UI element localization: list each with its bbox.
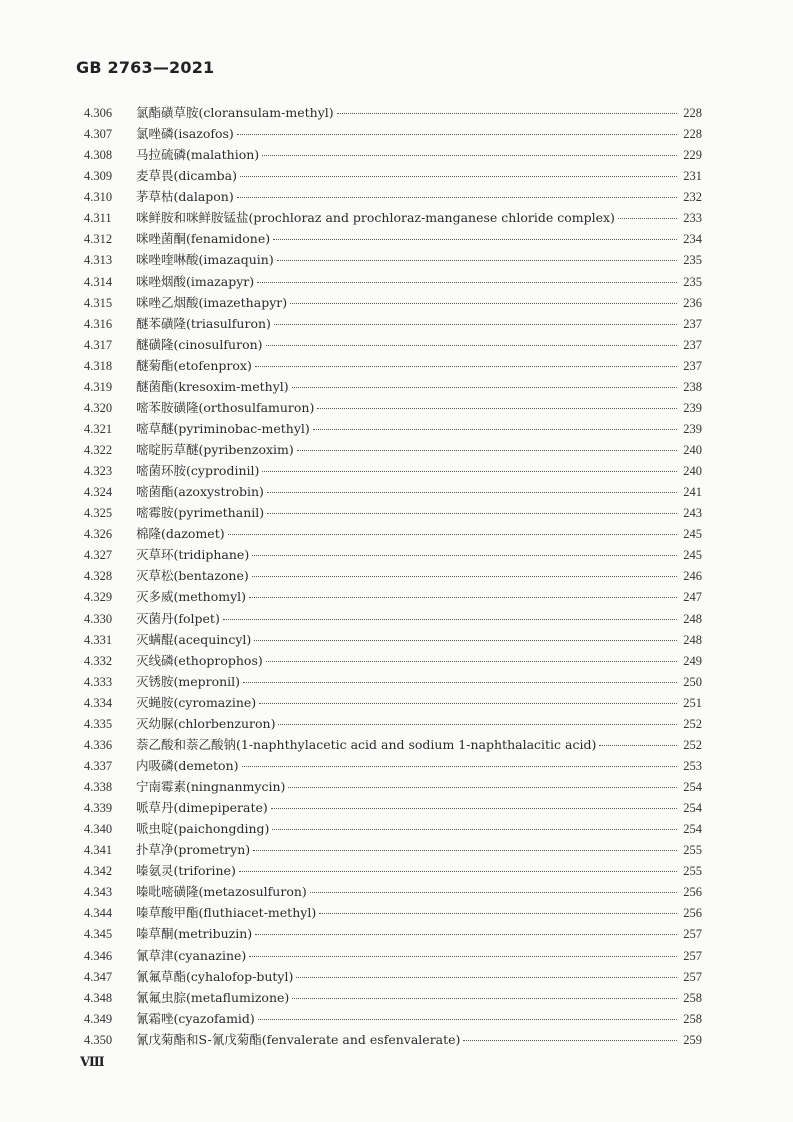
toc-entry[interactable]: [84, 144, 702, 165]
toc-entry-page: 237: [683, 316, 702, 331]
toc-entry[interactable]: [84, 207, 702, 228]
toc-entry[interactable]: [84, 860, 702, 881]
toc-entry-title: 灭螨醌(acequincyl): [136, 631, 252, 647]
toc-entry[interactable]: [84, 713, 702, 734]
toc-entry-page: 229: [683, 148, 702, 163]
toc-entry-page: 239: [683, 421, 702, 436]
toc-entry-number: 4.344: [84, 906, 113, 921]
dot-leader: [239, 871, 677, 872]
toc-entry-page: 228: [683, 106, 702, 120]
dot-leader: [262, 471, 677, 472]
toc-entry-page: 258: [683, 1011, 702, 1026]
toc-entry-number: 4.321: [84, 421, 113, 436]
toc-entry-number: 4.340: [84, 822, 113, 837]
dot-leader: [310, 892, 677, 893]
toc-entry-page: 235: [683, 253, 702, 268]
dot-leader: [274, 324, 677, 325]
toc-entry-number: 4.343: [84, 885, 113, 900]
toc-entry-page: 257: [683, 948, 702, 963]
toc-entry-number: 4.319: [84, 379, 113, 394]
toc-entry-page: 255: [683, 864, 702, 879]
toc-entry-page: 228: [683, 127, 702, 142]
toc-entry-page: 245: [683, 548, 702, 563]
toc-entry-number: 4.328: [84, 569, 113, 584]
toc-entry[interactable]: [84, 797, 702, 818]
toc-entry[interactable]: [84, 586, 702, 607]
toc-entry-number: 4.346: [84, 948, 113, 963]
toc-entry-title: 哌草丹(dimepiperate): [136, 800, 268, 816]
toc-entry[interactable]: [84, 923, 702, 944]
toc-entry-page: 243: [683, 506, 702, 521]
toc-entry-number: 4.318: [84, 358, 113, 373]
toc-entry-title: 马拉硫磷(malathion): [136, 147, 260, 163]
toc-entry-title: 醚菊酯(etofenprox): [136, 357, 252, 373]
toc-entry-number: 4.306: [84, 106, 113, 120]
toc-entry-number: 4.348: [84, 990, 113, 1005]
toc-entry[interactable]: [84, 102, 702, 123]
dot-leader: [249, 597, 677, 598]
toc-entry-title: 灭菌丹(folpet): [136, 610, 220, 626]
toc-entry-page: 236: [683, 295, 702, 310]
toc-entry-number: 4.334: [84, 695, 113, 710]
toc-entry-title: 嗪草酮(metribuzin): [136, 926, 253, 942]
toc-entry-title: 棉隆(dazomet): [136, 526, 225, 542]
toc-entry-page: 239: [683, 400, 702, 415]
toc-entry[interactable]: [84, 1029, 702, 1050]
dot-leader: [242, 766, 677, 767]
toc-entry[interactable]: [84, 776, 702, 797]
toc-entry-number: 4.307: [84, 127, 113, 142]
dot-leader: [273, 239, 677, 240]
toc-entry-page: 231: [683, 169, 702, 184]
toc-entry[interactable]: [84, 523, 702, 544]
toc-entry-number: 4.326: [84, 527, 113, 542]
toc-entry-page: 233: [683, 211, 702, 226]
toc-entry[interactable]: [84, 313, 702, 334]
toc-entry[interactable]: [84, 165, 702, 186]
toc-entry-page: 232: [683, 190, 702, 205]
toc-entry-title: 灭多威(methomyl): [136, 589, 247, 605]
toc-entry-page: 240: [683, 464, 702, 479]
toc-entry-title: 宁南霉素(ningnanmycin): [136, 779, 286, 794]
dot-leader: [337, 113, 677, 114]
toc-entry[interactable]: [84, 292, 702, 313]
toc-entry[interactable]: [84, 271, 702, 292]
toc-entry-title: 灭线磷(ethoprophos): [136, 652, 263, 668]
toc-entry[interactable]: [84, 565, 702, 586]
toc-entry[interactable]: [84, 966, 702, 987]
toc-entry[interactable]: [84, 818, 702, 839]
toc-entry-number: 4.311: [84, 211, 112, 226]
dot-leader: [292, 387, 677, 388]
toc-entry-number: 4.316: [84, 316, 113, 331]
dot-leader: [292, 998, 677, 999]
dot-leader: [254, 640, 677, 641]
toc-entry[interactable]: [84, 629, 702, 650]
toc-entry[interactable]: [84, 186, 702, 207]
dot-leader: [258, 1019, 677, 1020]
dot-leader: [288, 787, 677, 788]
toc-entry[interactable]: [84, 249, 702, 270]
dot-leader: [463, 1040, 677, 1041]
standard-header: GB 2763—2021: [76, 58, 215, 77]
toc-entry-page: 235: [683, 274, 702, 289]
dot-leader: [262, 155, 677, 156]
toc-entry-number: 4.339: [84, 801, 113, 816]
dot-leader: [317, 408, 677, 409]
toc-entry[interactable]: [84, 481, 702, 502]
dot-leader: [252, 555, 677, 556]
toc-entry-title: 嗪草酸甲酯(fluthiacet-methyl): [136, 905, 317, 921]
toc-entry-number: 4.309: [84, 169, 113, 184]
page-number: Ⅷ: [80, 1054, 105, 1069]
toc-entry-page: 238: [683, 379, 702, 394]
toc-entry-page: 258: [683, 990, 702, 1005]
toc-entry-title: 氯唑磷(isazofos): [136, 126, 234, 142]
toc-entry[interactable]: [84, 608, 702, 629]
toc-entry-page: 254: [683, 822, 702, 837]
toc-entry-title: 萘乙酸和萘乙酸钠(1-naphthylacetic acid and sodium 1-naphthalacitic acid): [136, 736, 597, 752]
toc-entry[interactable]: [84, 123, 702, 144]
toc-entry-title: 嘧菌酯(azoxystrobin): [136, 484, 264, 500]
toc-entry-title: 醚磺隆(cinosulfuron): [136, 336, 263, 352]
toc-entry-title: 嘧霉胺(pyrimethanil): [136, 505, 265, 521]
toc-entry-title: 麦草畏(dicamba): [136, 168, 238, 184]
toc-entry-title: 氰草津(cyanazine): [136, 947, 247, 963]
toc-entry-title: 茅草枯(dalapon): [136, 189, 234, 205]
dot-leader: [296, 977, 677, 978]
toc-entry-title: 灭锈胺(mepronil): [136, 673, 241, 689]
toc-entry-number: 4.350: [84, 1032, 113, 1047]
toc-entry[interactable]: [84, 692, 702, 713]
dot-leader: [240, 176, 677, 177]
toc-entry-title: 咪唑喹啉酸(imazaquin): [136, 252, 274, 268]
toc-entry[interactable]: [84, 334, 702, 355]
toc-entry-page: 237: [683, 337, 702, 352]
dot-leader: [249, 956, 677, 957]
toc-entry-page: 246: [683, 569, 702, 584]
toc-entry-number: 4.325: [84, 506, 113, 521]
dot-leader: [618, 218, 677, 219]
dot-leader: [259, 703, 677, 704]
toc-entry-title: 醚苯磺隆(triasulfuron): [136, 315, 271, 331]
toc-entry-number: 4.333: [84, 674, 113, 689]
dot-leader: [237, 197, 677, 198]
toc-entry-page: 248: [683, 611, 702, 626]
toc-entry-title: 咪唑菌酮(fenamidone): [136, 231, 271, 247]
toc-entry-number: 4.317: [84, 337, 113, 352]
toc-entry[interactable]: [84, 945, 702, 966]
toc-entry-page: 245: [683, 527, 702, 542]
toc-entry[interactable]: [84, 376, 702, 397]
dot-leader: [267, 513, 677, 514]
dot-leader: [271, 808, 677, 809]
toc-entry-page: 257: [683, 927, 702, 942]
toc-entry-number: 4.335: [84, 716, 113, 731]
toc-entry-page: 254: [683, 801, 702, 816]
dot-leader: [266, 345, 677, 346]
toc-entry-number: 4.332: [84, 653, 113, 668]
toc-entry[interactable]: [84, 671, 702, 692]
dot-leader: [297, 450, 677, 451]
toc-entry[interactable]: [84, 355, 702, 376]
toc-entry-page: 249: [683, 653, 702, 668]
toc-entry[interactable]: [84, 881, 702, 902]
dot-leader: [237, 134, 677, 135]
toc-entry-title: 氰霜唑(cyazofamid): [136, 1010, 255, 1026]
dot-leader: [319, 913, 677, 914]
toc-entry-page: 234: [683, 232, 702, 247]
toc-entry[interactable]: [84, 460, 702, 481]
toc-entry-page: 256: [683, 906, 702, 921]
table-of-contents: [84, 102, 702, 1050]
toc-entry-number: 4.338: [84, 780, 113, 794]
dot-leader: [267, 492, 677, 493]
toc-entry-title: 醚菌酯(kresoxim-methyl): [136, 378, 289, 394]
toc-entry-number: 4.331: [84, 632, 113, 647]
toc-entry-title: 氰氟草酯(cyhalofop-butyl): [136, 968, 294, 984]
toc-entry-title: 咪唑乙烟酸(imazethapyr): [136, 294, 288, 310]
toc-entry[interactable]: [84, 228, 702, 249]
toc-entry-page: 248: [683, 632, 702, 647]
toc-entry-number: 4.323: [84, 464, 113, 479]
toc-entry-number: 4.313: [84, 253, 113, 268]
toc-entry[interactable]: [84, 839, 702, 860]
toc-entry-title: 内吸磷(demeton): [136, 757, 239, 773]
toc-entry-number: 4.320: [84, 400, 113, 415]
toc-entry[interactable]: [84, 502, 702, 523]
toc-entry-page: 247: [683, 590, 702, 605]
toc-entry-page: 251: [683, 695, 702, 710]
toc-entry-title: 扑草净(prometryn): [136, 842, 251, 858]
toc-entry-number: 4.342: [84, 864, 113, 879]
dot-leader: [266, 661, 677, 662]
toc-entry-title: 灭草环(tridiphane): [136, 547, 250, 563]
dot-leader: [290, 303, 677, 304]
toc-entry-page: 253: [683, 758, 702, 773]
toc-entry-title: 嘧菌环胺(cyprodinil): [136, 463, 260, 479]
toc-entry-number: 4.337: [84, 758, 113, 773]
toc-entry-title: 灭幼脲(chlorbenzuron): [136, 715, 276, 731]
toc-entry-number: 4.349: [84, 1011, 113, 1026]
toc-entry-title: 灭草松(bentazone): [136, 568, 249, 584]
toc-entry-number: 4.310: [84, 190, 113, 205]
toc-entry-number: 4.314: [84, 274, 113, 289]
toc-entry[interactable]: [84, 987, 702, 1008]
toc-entry-title: 氰氟虫腙(metaflumizone): [136, 989, 290, 1005]
toc-entry-page: 254: [683, 780, 702, 794]
toc-entry-page: 257: [683, 969, 702, 984]
toc-entry-page: 237: [683, 358, 702, 373]
toc-entry-title: 哌虫啶(paichongding): [136, 821, 270, 837]
toc-entry-page: 256: [683, 885, 702, 900]
toc-entry-page: 252: [683, 716, 702, 731]
toc-entry-title: 嗪氨灵(triforine): [136, 863, 236, 879]
dot-leader: [313, 429, 677, 430]
dot-leader: [223, 619, 677, 620]
toc-entry-title: 咪唑烟酸(imazapyr): [136, 273, 255, 289]
dot-leader: [252, 576, 677, 577]
dot-leader: [599, 745, 677, 746]
toc-entry[interactable]: [84, 439, 702, 460]
toc-entry-title: 氯酯磺草胺(cloransulam-methyl): [136, 105, 334, 120]
toc-entry-page: 241: [683, 485, 702, 500]
toc-entry-number: 4.347: [84, 969, 113, 984]
toc-entry[interactable]: [84, 418, 702, 439]
toc-entry-number: 4.330: [84, 611, 113, 626]
toc-entry-title: 氰戊菊酯和S-氰戊菊酯(fenvalerate and esfenvalerate): [136, 1031, 461, 1047]
toc-entry-title: 灭蝇胺(cyromazine): [136, 694, 257, 710]
toc-entry[interactable]: [84, 734, 702, 755]
dot-leader: [255, 934, 677, 935]
toc-entry-title: 嘧草醚(pyriminobac-methyl): [136, 420, 310, 436]
dot-leader: [253, 850, 677, 851]
toc-entry-title: 嘧啶肟草醚(pyribenzoxim): [136, 442, 294, 457]
toc-entry-number: 4.312: [84, 232, 113, 247]
toc-entry-number: 4.322: [84, 443, 113, 457]
toc-entry-number: 4.336: [84, 737, 113, 752]
toc-entry[interactable]: [84, 397, 702, 418]
toc-entry[interactable]: [84, 1008, 702, 1029]
toc-entry-number: 4.329: [84, 590, 113, 605]
toc-entry-page: 255: [683, 843, 702, 858]
toc-entry-title: 嗪吡嘧磺隆(metazosulfuron): [136, 884, 307, 900]
toc-entry-title: 咪鲜胺和咪鲜胺锰盐(prochloraz and prochloraz-manganese chloride complex): [136, 210, 615, 226]
toc-entry[interactable]: [84, 650, 702, 671]
dot-leader: [257, 282, 677, 283]
dot-leader: [277, 260, 677, 261]
dot-leader: [278, 724, 677, 725]
dot-leader: [228, 534, 677, 535]
toc-entry-number: 4.308: [84, 148, 113, 163]
toc-entry-page: 250: [683, 674, 702, 689]
toc-entry-number: 4.324: [84, 485, 113, 500]
dot-leader: [272, 829, 677, 830]
toc-entry-number: 4.315: [84, 295, 113, 310]
toc-entry-number: 4.327: [84, 548, 113, 563]
toc-entry[interactable]: [84, 902, 702, 923]
toc-entry-page: 252: [683, 737, 702, 752]
toc-entry-number: 4.345: [84, 927, 113, 942]
toc-entry-number: 4.341: [84, 843, 113, 858]
toc-entry[interactable]: [84, 755, 702, 776]
toc-entry-page: 259: [683, 1032, 702, 1047]
dot-leader: [243, 682, 677, 683]
toc-entry[interactable]: [84, 544, 702, 565]
dot-leader: [255, 366, 677, 367]
toc-entry-page: 240: [683, 443, 702, 457]
toc-entry-title: 嘧苯胺磺隆(orthosulfamuron): [136, 399, 315, 415]
